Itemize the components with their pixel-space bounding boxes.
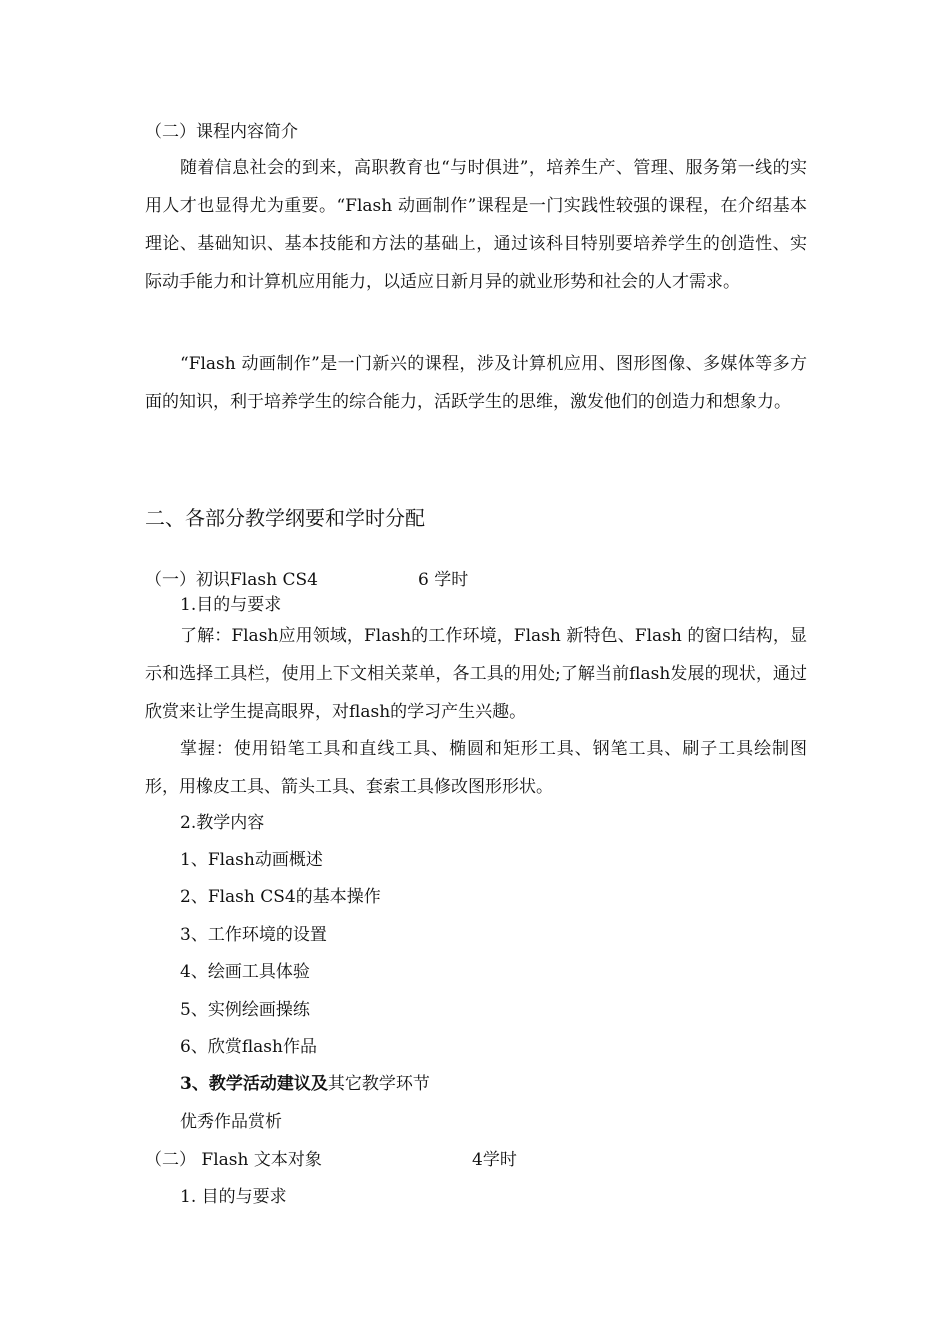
unit1-content-item-5: 5、实例绘画操练: [180, 1000, 310, 1020]
section-two-heading: 二、各部分教学纲要和学时分配: [145, 506, 425, 530]
unit2-goal-title: 1. 目的与要求: [180, 1187, 287, 1207]
unit1-master: 掌握：使用铅笔工具和直线工具、椭圆和矩形工具、钢笔工具、刷子工具绘制图形，用橡皮工具、箭头工具、套索工具修改图形形状。: [145, 739, 807, 797]
unit1-content-item-3: 3、工作环境的设置: [180, 925, 327, 945]
unit1-title: （一）初识Flash CS4: [145, 570, 318, 590]
unit1-content-item-4: 4、绘画工具体验: [180, 962, 310, 982]
unit1-content-title: 2.教学内容: [180, 813, 265, 833]
unit1-content-item-6: 6、欣赏flash作品: [180, 1037, 317, 1057]
unit1-activity-title-bold: 3、教学活动建议及: [180, 1074, 328, 1094]
unit1-activity-title-rest: 其它教学环节: [327, 1074, 430, 1094]
course-intro-paragraph-1: 随着信息社会的到来，高职教育也“与时俱进”，培养生产、管理、服务第一线的实用人才也显得尤为重要。“Flash 动画制作”课程是一门实践性较强的课程，在介绍基本理论、基础知识、基本技能和方法的基础上，通过该科目特别要培养学生的创造性、实际动手能力和计算机应用能力，以适应日新月异的就业形势和社会的人才需求。: [145, 158, 807, 292]
unit1-hours: 6 学时: [418, 570, 469, 590]
unit1-activity-title: [180, 1074, 430, 1094]
unit1-activity-text: 优秀作品赏析: [180, 1112, 282, 1132]
unit2-title: （二） Flash 文本对象: [145, 1150, 322, 1170]
course-intro-title: （二）课程内容简介: [145, 122, 298, 142]
unit1-understand: 了解：Flash应用领域，Flash的工作环境，Flash 新特色、Flash 的窗口结构，显示和选择工具栏，使用上下文相关菜单，各工具的用处;了解当前flash发展的现状，通过欣赏来让学生提高眼界，对flash的学习产生兴趣。: [145, 626, 807, 722]
unit1-content-item-1: 1、Flash动画概述: [180, 850, 323, 870]
course-intro-paragraph-2: “Flash 动画制作”是一门新兴的课程，涉及计算机应用、图形图像、多媒体等多方面的知识，利于培养学生的综合能力，活跃学生的思维，激发他们的创造力和想象力。: [145, 354, 807, 412]
unit1-content-item-2: 2、Flash CS4的基本操作: [180, 887, 381, 907]
unit2-hours: 4学时: [472, 1150, 517, 1170]
unit1-goal-title: 1.目的与要求: [180, 595, 282, 615]
